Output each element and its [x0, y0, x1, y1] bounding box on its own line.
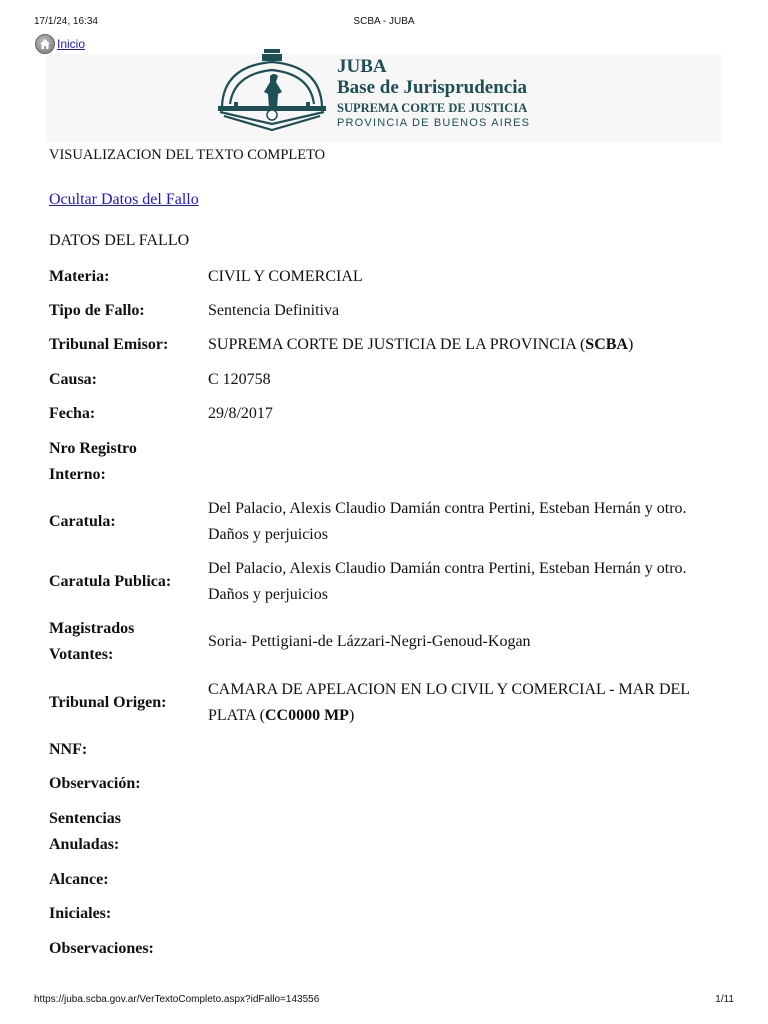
field-label: Causa: [49, 371, 98, 388]
print-title: SCBA - JUBA [353, 16, 415, 27]
home-icon [35, 34, 55, 54]
field-value: SUPREMA CORTE DE JUSTICIA DE LA PROVINCIA (SCBA) [208, 336, 634, 353]
field-value: Del Palacio, Alexis Claudio Damián contra Pertini, Esteban Hernán y otro. Daños y perjuicios [208, 560, 687, 603]
print-datetime: 17/1/24, 16:34 [34, 16, 98, 27]
hide-ruling-data-link[interactable]: Ocultar Datos del Fallo [49, 191, 199, 208]
tribunal-abbr: SCBA [585, 336, 628, 353]
field-value: Sentencia Definitiva [208, 302, 340, 319]
header-banner [46, 54, 721, 142]
field-label: Sentencias [49, 810, 121, 827]
field-label: Tribunal Emisor: [49, 336, 169, 353]
field-value: Del Palacio, Alexis Claudio Damián contra Pertini, Esteban Hernán y otro. Daños y perjuicios [208, 500, 687, 543]
field-label: Materia: [49, 268, 110, 285]
field-value: CAMARA DE APELACION EN LO CIVIL Y COMERCIAL - MAR DEL PLATA (CC0000 MP) [208, 681, 690, 724]
scba-emblem-logo [214, 46, 330, 136]
field-label: Votantes: [49, 646, 114, 663]
brand-line2: PROVINCIA DE BUENOS AIRES [337, 117, 531, 129]
field-label: Tribunal Origen: [49, 694, 167, 711]
print-page-number: 1/11 [715, 994, 734, 1005]
page-heading: VISUALIZACION DEL TEXTO COMPLETO [49, 147, 326, 163]
field-label: Observación: [49, 775, 141, 792]
field-value: C 120758 [208, 371, 271, 388]
section-title: DATOS DEL FALLO [49, 232, 190, 249]
field-label: Magistrados [49, 620, 135, 637]
field-value: Soria- Pettigiani-de Lázzari-Negri-Genoud-Kogan [208, 633, 531, 650]
field-label: Caratula: [49, 513, 116, 530]
field-value: CIVIL Y COMERCIAL [208, 268, 363, 285]
field-label: Tipo de Fallo: [49, 302, 145, 319]
field-label: Alcance: [49, 871, 109, 888]
field-label: Anuladas: [49, 836, 120, 853]
field-label: Fecha: [49, 405, 96, 422]
brand-block [337, 57, 530, 130]
field-label: Caratula Publica: [49, 573, 172, 590]
home-link[interactable] [35, 34, 85, 54]
field-label: Observaciones: [49, 940, 154, 957]
field-label: Interno: [49, 466, 106, 483]
brand-name: JUBA [337, 56, 387, 77]
print-url: https://juba.scba.gov.ar/VerTextoCompleto.aspx?idFallo=143556 [34, 994, 320, 1005]
field-label: Iniciales: [49, 905, 112, 922]
field-label: Nro Registro [49, 440, 137, 457]
tribunal-origen-abbr: CC0000 MP [264, 707, 349, 724]
field-value: 29/8/2017 [208, 405, 273, 422]
print-footer [0, 994, 768, 1008]
brand-subtitle: Base de Jurisprudencia [337, 77, 528, 98]
home-link-label: Inicio [57, 37, 86, 51]
brand-line1: SUPREMA CORTE DE JUSTICIA [337, 101, 528, 115]
print-header [0, 16, 768, 30]
field-label: NNF: [49, 741, 88, 758]
